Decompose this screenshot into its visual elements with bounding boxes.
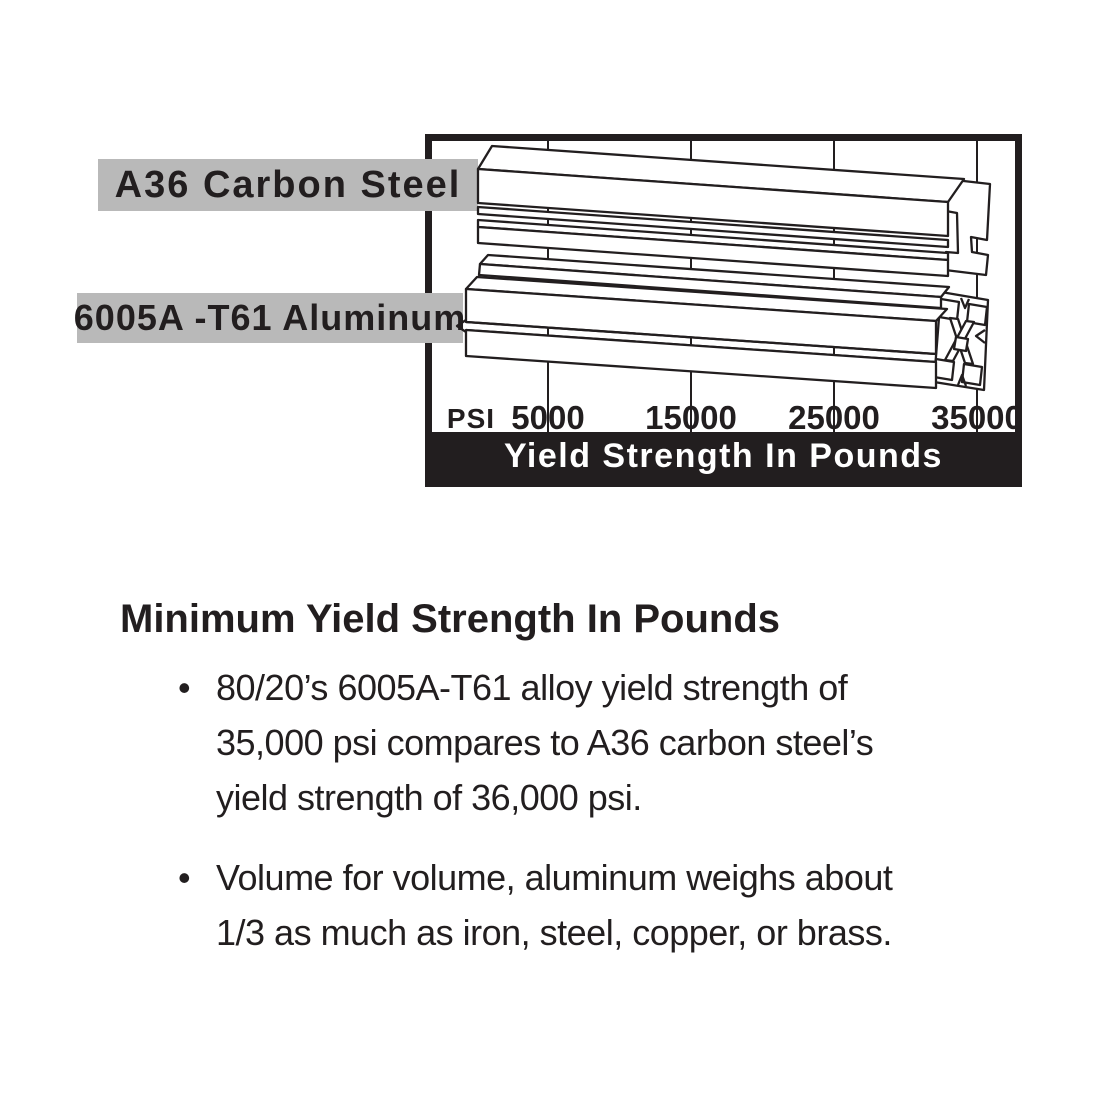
chart-plot — [432, 141, 1015, 432]
bullet-line: Volume for volume, aluminum weighs about — [216, 857, 893, 898]
bullet-line: 80/20’s 6005A-T61 alloy yield strength of — [216, 667, 848, 708]
profile-center-bore — [954, 337, 968, 351]
bar-label-text: 6005A -T61 Aluminum — [73, 297, 467, 338]
section-heading: Minimum Yield Strength In Pounds — [120, 597, 781, 641]
bullet-marker-icon: • — [178, 857, 191, 898]
bullet-text — [216, 850, 892, 960]
bar-label-text: A36 Carbon Steel — [114, 163, 462, 206]
axis-tick-35000: 35000 — [931, 399, 1023, 436]
chart-title-text: Yield Strength In Pounds — [504, 436, 943, 475]
bullet-line: 1/3 as much as iron, steel, copper, or brass. — [216, 912, 892, 953]
bar-label-6005a-t61-aluminum — [73, 293, 467, 343]
chart-title-band — [432, 432, 1015, 480]
bullet-item — [178, 850, 892, 960]
bar-a36-carbon-steel — [478, 146, 990, 276]
bullet-item — [178, 660, 873, 825]
aluminum-groove-notch — [457, 320, 466, 332]
bar-label-a36-carbon-steel — [98, 159, 478, 211]
axis-tick-5000: 5000 — [511, 399, 585, 436]
axis-tick-25000: 25000 — [788, 399, 880, 436]
bullet-marker-icon: • — [178, 667, 191, 708]
axis-unit-label: PSI — [446, 403, 496, 434]
bullet-text — [216, 660, 873, 825]
bar-6005a-t61-aluminum — [457, 255, 988, 390]
axis-tick-15000: 15000 — [645, 399, 737, 436]
bullet-line: yield strength of 36,000 psi. — [216, 777, 642, 818]
bullet-line: 35,000 psi compares to A36 carbon steel’s — [216, 722, 874, 763]
